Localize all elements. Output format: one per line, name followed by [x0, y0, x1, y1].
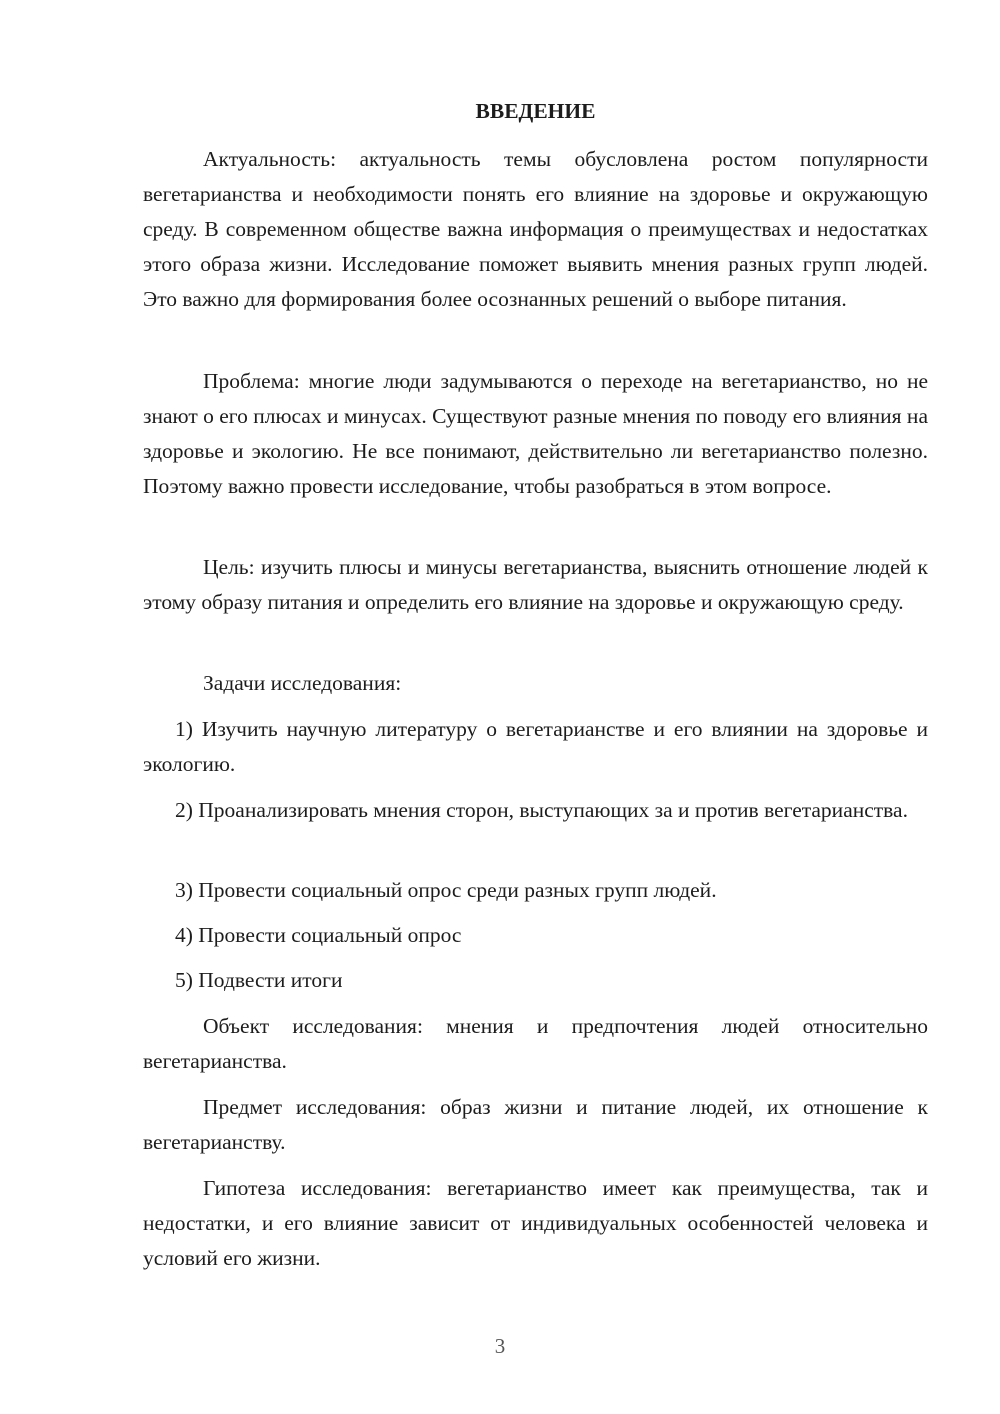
- task-item-2: 2) Проанализировать мнения сторон, выступающих за и против вегетарианства.: [175, 798, 908, 822]
- section-heading: ВВЕДЕНИЕ: [475, 99, 596, 123]
- task-item-4: 4) Провести социальный опрос: [175, 923, 462, 947]
- paragraph-subject: Предмет исследования: образ жизни и питание людей, их отношение к вегетарианству.: [143, 1095, 928, 1154]
- task-item-5: 5) Подвести итоги: [175, 968, 343, 992]
- tasks-title: Задачи исследования:: [203, 671, 402, 695]
- paragraph-hypothesis: Гипотеза исследования: вегетарианство имеет как преимущества, так и недостатки, и его влияние зависит от индивидуальных особенностей человека и условий его жизни.: [143, 1176, 928, 1270]
- task-item-3: 3) Провести социальный опрос среди разных групп людей.: [175, 878, 717, 902]
- paragraph-relevance: Актуальность: актуальность темы обусловлена ростом популярности вегетарианства и необходимости понять его влияние на здоровье и окружающую среду. В современном обществе важна информация о преимуществах и недостатках этого образа жизни. Исследование поможет выявить мнения разных групп людей. Это важно для формирования более осознанных решений о выборе питания.: [143, 147, 928, 311]
- page-number: 3: [494, 1334, 506, 1358]
- paragraph-goal: Цель: изучить плюсы и минусы вегетарианства, выяснить отношение людей к этому образу питания и определить его влияние на здоровье и окружающую среду.: [143, 555, 928, 614]
- paragraph-object: Объект исследования: мнения и предпочтения людей относительно вегетарианства.: [143, 1014, 928, 1073]
- paragraph-problem: Проблема: многие люди задумываются о переходе на вегетарианство, но не знают о его плюсах и минусах. Существуют разные мнения по поводу его влияния на здоровье и экологию. Не все понимают, действительно ли вегетарианство полезно. Поэтому важно провести исследование, чтобы разобраться в этом вопросе.: [143, 369, 928, 498]
- task-item-1: 1) Изучить научную литературу о вегетарианстве и его влиянии на здоровье и экологию.: [143, 717, 928, 776]
